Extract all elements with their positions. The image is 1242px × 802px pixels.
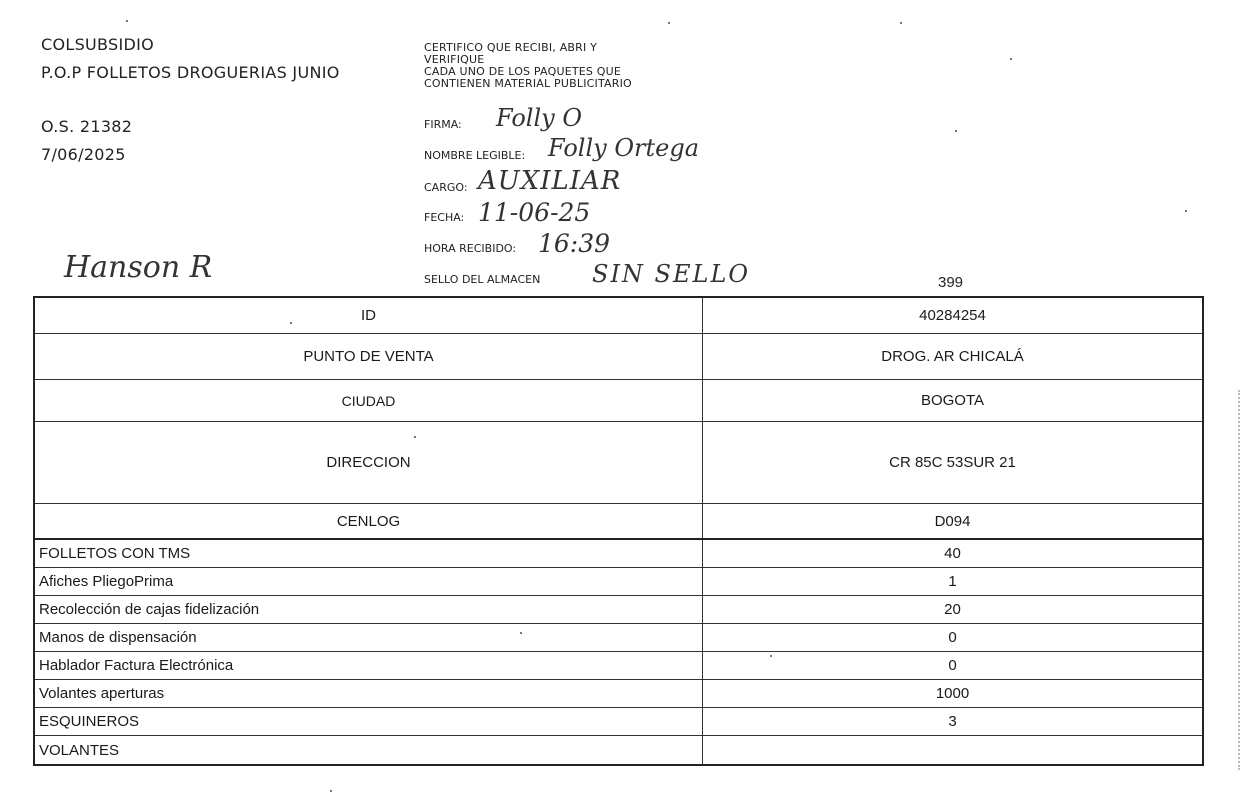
punto-value: DROG. AR CHICALÁ	[881, 348, 1024, 365]
punto-label: PUNTO DE VENTA	[35, 334, 703, 379]
fecha-value: 11-06-25	[478, 198, 591, 227]
cert-line-4: CONTIENEN MATERIAL PUBLICITARIO	[424, 77, 632, 90]
nombre-value: Folly Ortega	[548, 134, 699, 162]
item-label: Hablador Factura Electrónica	[35, 652, 703, 679]
table-row	[35, 736, 1202, 764]
item-value: 1	[948, 573, 957, 590]
hora-label: HORA RECIBIDO:	[424, 242, 517, 255]
table-row-cenlog	[35, 504, 1202, 540]
scan-speck	[1185, 210, 1187, 212]
table-row-punto	[35, 334, 1202, 380]
cert-line-2: VERIFIQUE	[424, 53, 485, 66]
item-label: FOLLETOS CON TMS	[35, 540, 703, 567]
scan-speck	[330, 790, 332, 792]
sello-value: SIN SELLO	[592, 260, 751, 288]
item-value: 1000	[935, 685, 970, 702]
fecha-label: FECHA:	[424, 211, 465, 224]
nombre-label: NOMBRE LEGIBLE:	[424, 149, 526, 162]
table-row-id	[35, 298, 1202, 334]
item-value: 0	[948, 657, 957, 674]
scan-speck	[520, 632, 522, 634]
table-row	[35, 680, 1202, 708]
direccion-label: DIRECCION	[35, 422, 703, 503]
campaign-title: P.O.P FOLLETOS DROGUERIAS JUNIO	[41, 63, 340, 82]
cenlog-label: CENLOG	[35, 504, 703, 538]
table-row	[35, 540, 1202, 568]
company-name: COLSUBSIDIO	[41, 35, 155, 54]
delivery-table	[33, 296, 1204, 766]
item-value: 0	[948, 629, 957, 646]
ciudad-label: CIUDAD	[35, 380, 703, 421]
table-row	[35, 596, 1202, 624]
cert-line-3: CADA UNO DE LOS PAQUETES QUE	[424, 65, 622, 78]
scan-speck	[900, 22, 902, 24]
item-value: 40	[944, 545, 961, 562]
cargo-label: CARGO:	[424, 181, 468, 194]
order-number: O.S. 21382	[41, 117, 133, 136]
cargo-value: AUXILIAR	[478, 166, 622, 196]
scan-speck	[955, 130, 957, 132]
item-label: Manos de dispensación	[35, 624, 703, 651]
certification-text	[424, 40, 632, 91]
cert-line-1: CERTIFICO QUE RECIBI, ABRI Y	[424, 41, 598, 54]
scan-edge-artifact	[1238, 390, 1240, 770]
receiver-signature: Hanson R	[64, 250, 213, 285]
direccion-value: CR 85C 53SUR 21	[889, 454, 1016, 471]
firma-signature: Folly O	[496, 104, 583, 132]
item-label: VOLANTES	[35, 736, 703, 764]
scan-speck	[1010, 58, 1012, 60]
ciudad-value: BOGOTA	[920, 392, 985, 409]
scan-speck	[668, 22, 670, 24]
item-value	[703, 736, 1202, 764]
item-value: 20	[944, 601, 961, 618]
item-value: 3	[948, 713, 957, 730]
item-label: Recolección de cajas fidelización	[35, 596, 703, 623]
table-row	[35, 568, 1202, 596]
scan-speck	[126, 20, 128, 22]
document-date: 7/06/2025	[41, 145, 126, 164]
id-value: 40284254	[919, 307, 986, 324]
item-label: Afiches PliegoPrima	[35, 568, 703, 595]
table-row	[35, 652, 1202, 680]
scan-speck	[770, 655, 772, 657]
table-row	[35, 624, 1202, 652]
sello-label: SELLO DEL ALMACEN	[424, 273, 541, 286]
table-row	[35, 708, 1202, 736]
scan-speck	[290, 322, 292, 324]
hora-value: 16:39	[538, 229, 611, 258]
page-number: 399	[938, 274, 964, 291]
scan-speck	[414, 436, 416, 438]
table-row-direccion	[35, 422, 1202, 504]
item-label: ESQUINEROS	[35, 708, 703, 735]
id-label: ID	[35, 298, 703, 333]
cenlog-value: D094	[934, 512, 971, 530]
firma-label: FIRMA:	[424, 118, 462, 131]
item-label: Volantes aperturas	[35, 680, 703, 707]
table-row-ciudad	[35, 380, 1202, 422]
